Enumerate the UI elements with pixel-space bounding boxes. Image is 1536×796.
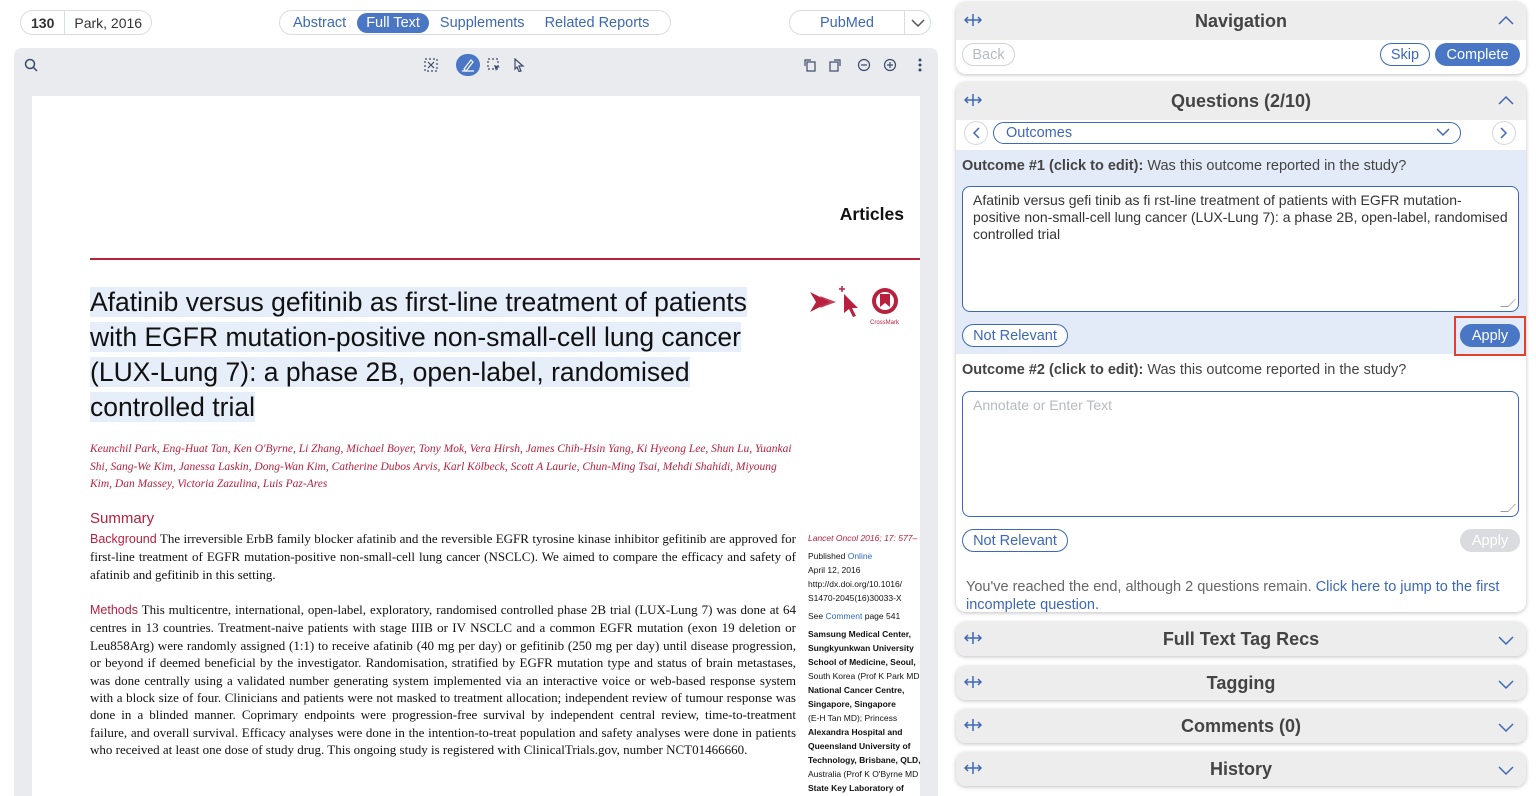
resize-handle-icon[interactable] [1500,299,1516,307]
section-title: Tagging [1206,672,1276,693]
chevron-down-icon[interactable] [1498,763,1514,779]
move-handle-icon[interactable] [964,629,982,652]
section-title: History [1209,758,1272,779]
outcome-2-textarea[interactable] [962,391,1519,517]
methods-lead: Methods [90,603,138,617]
section-title: Full Text Tag Recs [1162,628,1320,649]
move-handle-icon[interactable] [964,673,982,696]
tab-supplements[interactable]: Supplements [439,14,525,31]
author-list: Keunchil Park, Eng-Huat Tan, Ken O'Byrne, Li Zhang, Michael Boyer, Tony Mok, Vera Hirsh, James Chih-Hsin Yang, Ki Hyeong Lee, Shun Lu, Yuankai Shi, Sang-We Kim, Janessa Laskin, Dong-Wan Kim, Catherine Dubos Arvis, Karl Kölbeck, Scott A Laurie, Chun-Ming Tsai, Mehdi Shahidi, Miyoung Kim, Dan Massey, Victoria Zazulina, Luis Paz-Ares [90,443,792,490]
online-link[interactable]: Online [847,551,873,561]
search-icon[interactable] [20,54,42,76]
title-line: controlled trial [90,392,255,422]
source-label: PubMed [819,14,874,31]
outcome-1-textarea[interactable] [962,186,1519,312]
zoom-out-icon[interactable] [853,54,875,76]
document-header [0,0,948,46]
outcome-2-not-relevant-button[interactable]: Not Relevant [962,529,1068,552]
affiliation-line: Australia (Prof K O'Byrne MD [808,769,919,779]
navigation-panel [956,2,1526,74]
affiliations [808,627,922,795]
publish-date: April 12, 2016 [808,565,861,575]
outcome-2-label-bold: Outcome #2 (click to edit): [962,362,1144,378]
background-paragraph [90,530,796,583]
methods-paragraph [90,601,796,759]
navigation-header[interactable] [956,2,1526,40]
pdf-toolbar [14,48,938,82]
affiliation-line: (E-H Tan MD); Princess [808,713,898,723]
summary-heading: Summary [90,510,155,527]
affiliation-line: National Cancer Centre, [808,685,905,695]
previous-question-button[interactable] [964,121,988,145]
outcome-1-not-relevant-button[interactable]: Not Relevant [962,324,1068,347]
questions-title: Questions (2/10) [1170,90,1312,111]
comment-page: page 541 [864,611,901,621]
chevron-down-icon[interactable] [1498,633,1514,649]
highlight-pen-icon[interactable] [456,54,480,76]
move-handle-icon[interactable] [964,11,982,34]
zoom-in-icon[interactable] [879,54,901,76]
affiliation-line: Sungkyunkwan University [808,643,914,653]
article-sidebar [808,531,922,795]
outcome-1-label[interactable] [962,158,1406,174]
comments-panel[interactable] [956,709,1526,743]
chevron-down-icon[interactable] [1498,677,1514,693]
title-line: (LUX-Lung 7): a phase 2B, open-label, randomised [90,357,690,387]
tagging-header[interactable] [956,666,1526,700]
methods-text: This multicentre, international, open-label, exploratory, randomised controlled phase 2B trial (LUX-Lung 7) was done at 64 centres in 13 countries. Treatment-naive patients with stage IIIB or IV NSCLC and a common EGFR mutation (exon 19 deletion or Leu858Arg) were randomly assigned (1:1) to receive afatinib (40 mg per day) or gefitinib (250 mg per day) until disease progression, or beyond if deemed beneficial by the investigator. Randomisation, stratified by EGFR mutation type and status of brain metastases, was done centrally using a validated number generating system implemented via an interactive voice or web-based response system with a block size of four. Clinicians and patients were not masked to treatment allocation; independent review of tumour response was done in a blinded manner. Coprimary endpoints were progression-free survival by independent central review, time-to-treatment failure, and overall survival. Efficacy analyses were done in the intention-to-treat population and safety analyses were done in patients who received at least one dose of study drug. This ongoing study is registered with ClinicalTrials.gov, number NCT01466660. [90,602,796,758]
rotate-page-icon[interactable] [799,54,821,76]
see-label: See [808,611,824,621]
affiliation-line: South Korea (Prof K Park MD [808,671,920,681]
resize-handle-icon[interactable] [1500,504,1516,512]
doi-line-2[interactable]: S1470-2045(16)30033-X [808,593,902,603]
pointer-icon[interactable] [508,54,530,76]
tab-abstract[interactable]: Abstract [293,14,347,31]
question-category-select[interactable] [993,122,1461,144]
affiliation-line: Samsung Medical Center, [808,629,911,639]
journal-section-label: Articles [839,204,904,224]
comment-link[interactable]: Comment [825,611,863,621]
chevron-up-icon[interactable] [1498,92,1514,108]
pdf-viewer [14,48,938,796]
clear-selection-icon[interactable] [420,54,442,76]
tab-related-reports[interactable]: Related Reports [544,14,650,31]
outcome-1-value: Afatinib versus gefi tinib as fi rst-line treatment of patients with EGFR mutation-positive non-small-cell lung cancer (LUX-Lung 7): a phase 2B, open-label, randomised controlled trial [973,192,1508,242]
comments-header[interactable] [956,709,1526,743]
study-reference: Park, 2016 [74,14,143,31]
citation: Lancet Oncol 2016; 17: 577– [808,533,918,543]
area-select-icon[interactable] [483,54,505,76]
end-text: You've reached the end, although 2 questions remain. [966,579,1316,595]
affiliation-line: Queensland University of [808,741,911,751]
complete-button[interactable]: Complete [1435,43,1520,66]
more-options-icon[interactable] [909,54,931,76]
skip-button[interactable]: Skip [1380,43,1430,66]
paper-title[interactable] [90,285,810,425]
affiliation-line: Alexandra Hospital and [808,727,903,737]
affiliation-line: School of Medicine, Seoul, [808,657,916,667]
outcome-1-label-bold: Outcome #1 (click to edit): [962,158,1144,174]
chevron-down-icon[interactable] [1436,125,1450,140]
next-question-button[interactable] [1492,121,1516,145]
navigation-title: Navigation [1194,10,1287,31]
outcome-2-placeholder: Annotate or Enter Text [973,397,1113,413]
highlight-annotation-box [1454,316,1526,356]
doi-line-1[interactable]: http://dx.doi.org/10.1016/ [808,579,903,589]
outcome-2-label[interactable] [962,362,1406,378]
source-dropdown[interactable] [789,10,931,35]
document-tabs [279,10,671,35]
chevron-down-icon[interactable] [904,11,930,34]
study-id-badge [20,10,152,35]
outcome-2-apply-button[interactable]: Apply [1460,529,1520,552]
history-header[interactable] [956,752,1526,786]
full-text-tag-recs-header[interactable] [956,622,1526,656]
crossmark-logo[interactable] [808,286,908,326]
outcome-1-label-text: Was this outcome reported in the study? [1143,158,1407,174]
questions-header[interactable] [956,82,1526,120]
end-of-questions-message [966,578,1511,614]
chevron-up-icon[interactable] [1498,12,1514,28]
chevron-down-icon[interactable] [1498,720,1514,736]
background-text: The irreversible ErbB family blocker afatinib and the reversible EGFR tyrosine kinase inhibitor gefitinib are approved for first-line treatment of EGFR mutation-positive non-small-cell lung cancer (NSCLC). We aimed to compare the efficacy and safety of afatinib and gefitinib in this setting. [90,531,796,582]
pdf-page [32,96,920,796]
question-category-value: Outcomes [1006,125,1073,141]
header-rule [90,258,920,260]
history-panel[interactable] [956,752,1526,786]
affiliation-line: Singapore, Singapore [808,699,896,709]
tab-full-text[interactable]: Full Text [357,13,429,33]
outcome-1-apply-button[interactable]: Apply [1460,324,1520,347]
affiliation-line: State Key Laboratory of [808,783,904,793]
section-title: Comments (0) [1180,715,1301,736]
affiliation-line: Technology, Brisbane, QLD, [808,755,921,765]
title-line: with EGFR mutation-positive non-small-cell lung cancer [90,322,741,352]
back-button[interactable]: Back [962,43,1015,66]
extraction-pane [948,0,1536,796]
tagging-panel[interactable] [956,666,1526,700]
published-label: Published [808,551,846,561]
crossmark-text: CrossMark [870,320,900,326]
rotate-right-icon[interactable] [824,54,846,76]
move-handle-icon[interactable] [964,716,982,739]
jump-to-incomplete-link[interactable]: Click here to jump to the first incomplete question. [966,579,1500,613]
study-number: 130 [21,11,65,34]
background-lead: Background [90,532,157,546]
title-line: Afatinib versus gefitinib as first-line treatment of patients [90,287,747,317]
outcome-2-label-text: Was this outcome reported in the study? [1143,362,1407,378]
move-handle-icon[interactable] [964,91,982,114]
move-handle-icon[interactable] [964,759,982,782]
full-text-tag-recs-panel[interactable] [956,622,1526,656]
